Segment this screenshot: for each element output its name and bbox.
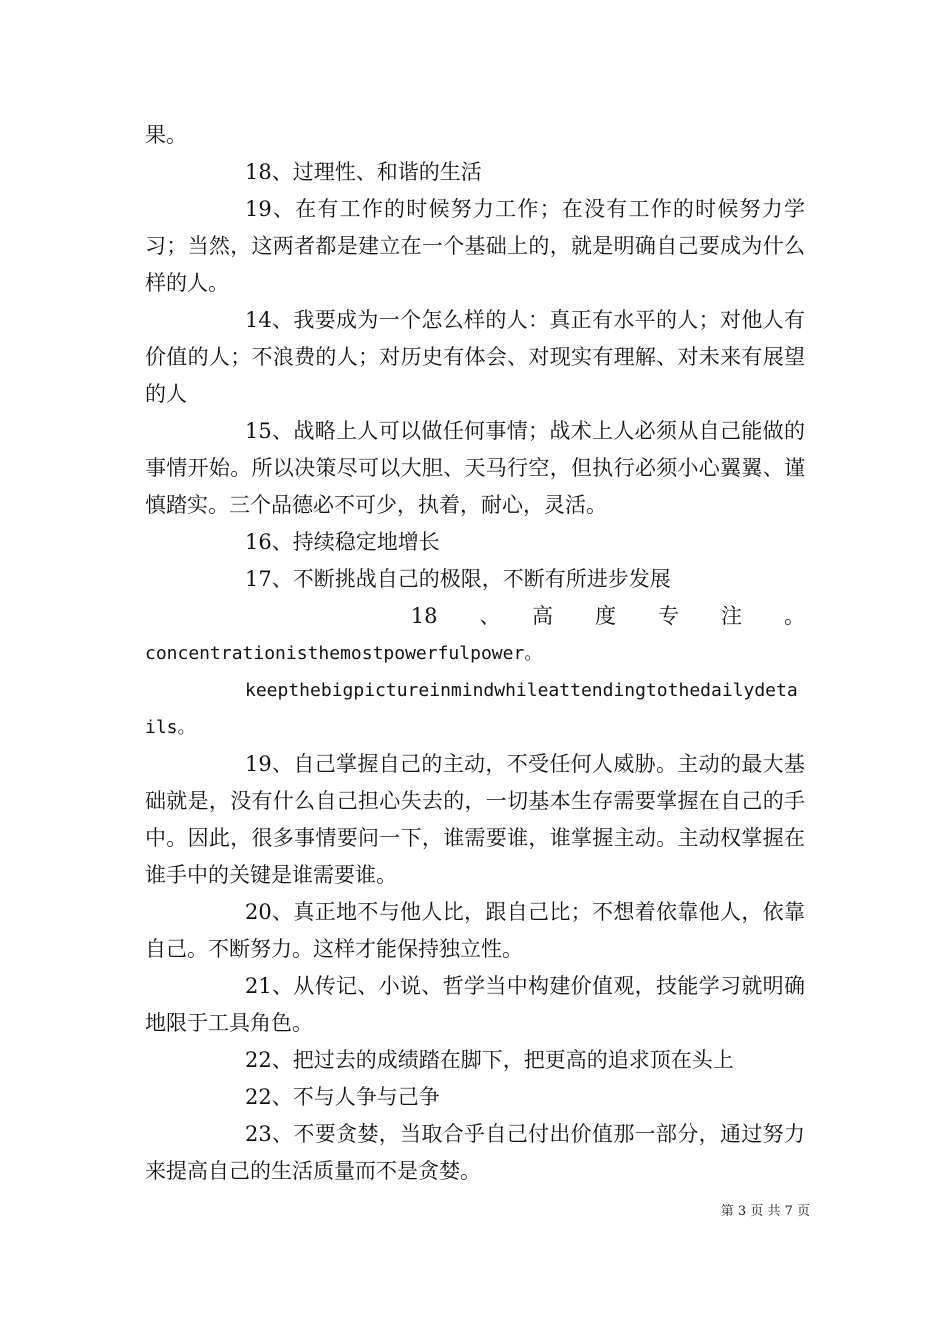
paragraph-item-22-no-compete: 22、不与人争与己争 [245,1085,440,1109]
paragraph-item-19-initiative: 19、自己掌握自己的主动，不受任何人威胁。主动的最大基础就是，没有什么自己担心失去的，一切基本生存需要掌握在自己的手中。因此，很多事情要问一下，谁需要谁，谁掌握主动。主动权掌握在谁手中的关键是谁需要谁。 [145,752,805,887]
paragraph-item-18-rational-life: 18、过理性、和谐的生活 [245,160,482,184]
document-body [145,117,805,1190]
paragraph-continuation: 果。 [145,123,187,147]
paragraph-item-19-work-study: 19、在有工作的时候努力工作；在没有工作的时候努力学习；当然，这两者都是建立在一个基础上的，就是明确自己要成为什么样的人。 [145,197,805,295]
paragraph-item-17-challenge-limits: 17、不断挑战自己的极限，不断有所进步发展 [245,567,671,591]
paragraph-item-18-focus-heading: 18 、 高 度 专 注 。 [410,604,805,628]
paragraph-item-18-focus-english: concentrationisthemostpowerfulpower。 [145,643,543,664]
page-number-footer: 第 3 页 共 7 页 [720,1204,810,1219]
paragraph-item-14-become-person: 14、我要成为一个怎么样的人：真正有水平的人；对他人有价值的人；不浪费的人；对历史有体会、对现实有理解、对未来有展望的人 [145,308,805,406]
paragraph-item-16-steady-growth: 16、持续稳定地增长 [245,530,440,554]
paragraph-item-22-higher-pursuit: 22、把过去的成绩踏在脚下，把更高的追求顶在头上 [245,1048,734,1072]
paragraph-item-15-strategy-tactics: 15、战略上人可以做任何事情；战术上人必须从自己能做的事情开始。所以决策尽可以大胆、天马行空，但执行必须小心翼翼、谨慎踏实。三个品德必不可少，执着，耐心，灵活。 [145,419,805,517]
paragraph-item-20-compare-self: 20、真正地不与他人比，跟自己比；不想着依靠他人，依靠自己。不断努力。这样才能保持独立性。 [145,900,805,961]
paragraph-item-23-not-greedy: 23、不要贪婪，当取合乎自己付出价值那一部分，通过努力来提高自己的生活质量而不是贪婪。 [145,1122,805,1183]
paragraph-item-21-values: 21、从传记、小说、哲学当中构建价值观，技能学习就明确地限于工具角色。 [145,974,805,1035]
paragraph-big-picture-english: keepthebigpictureinmindwhileattendingtothedailydetails。 [145,680,798,738]
